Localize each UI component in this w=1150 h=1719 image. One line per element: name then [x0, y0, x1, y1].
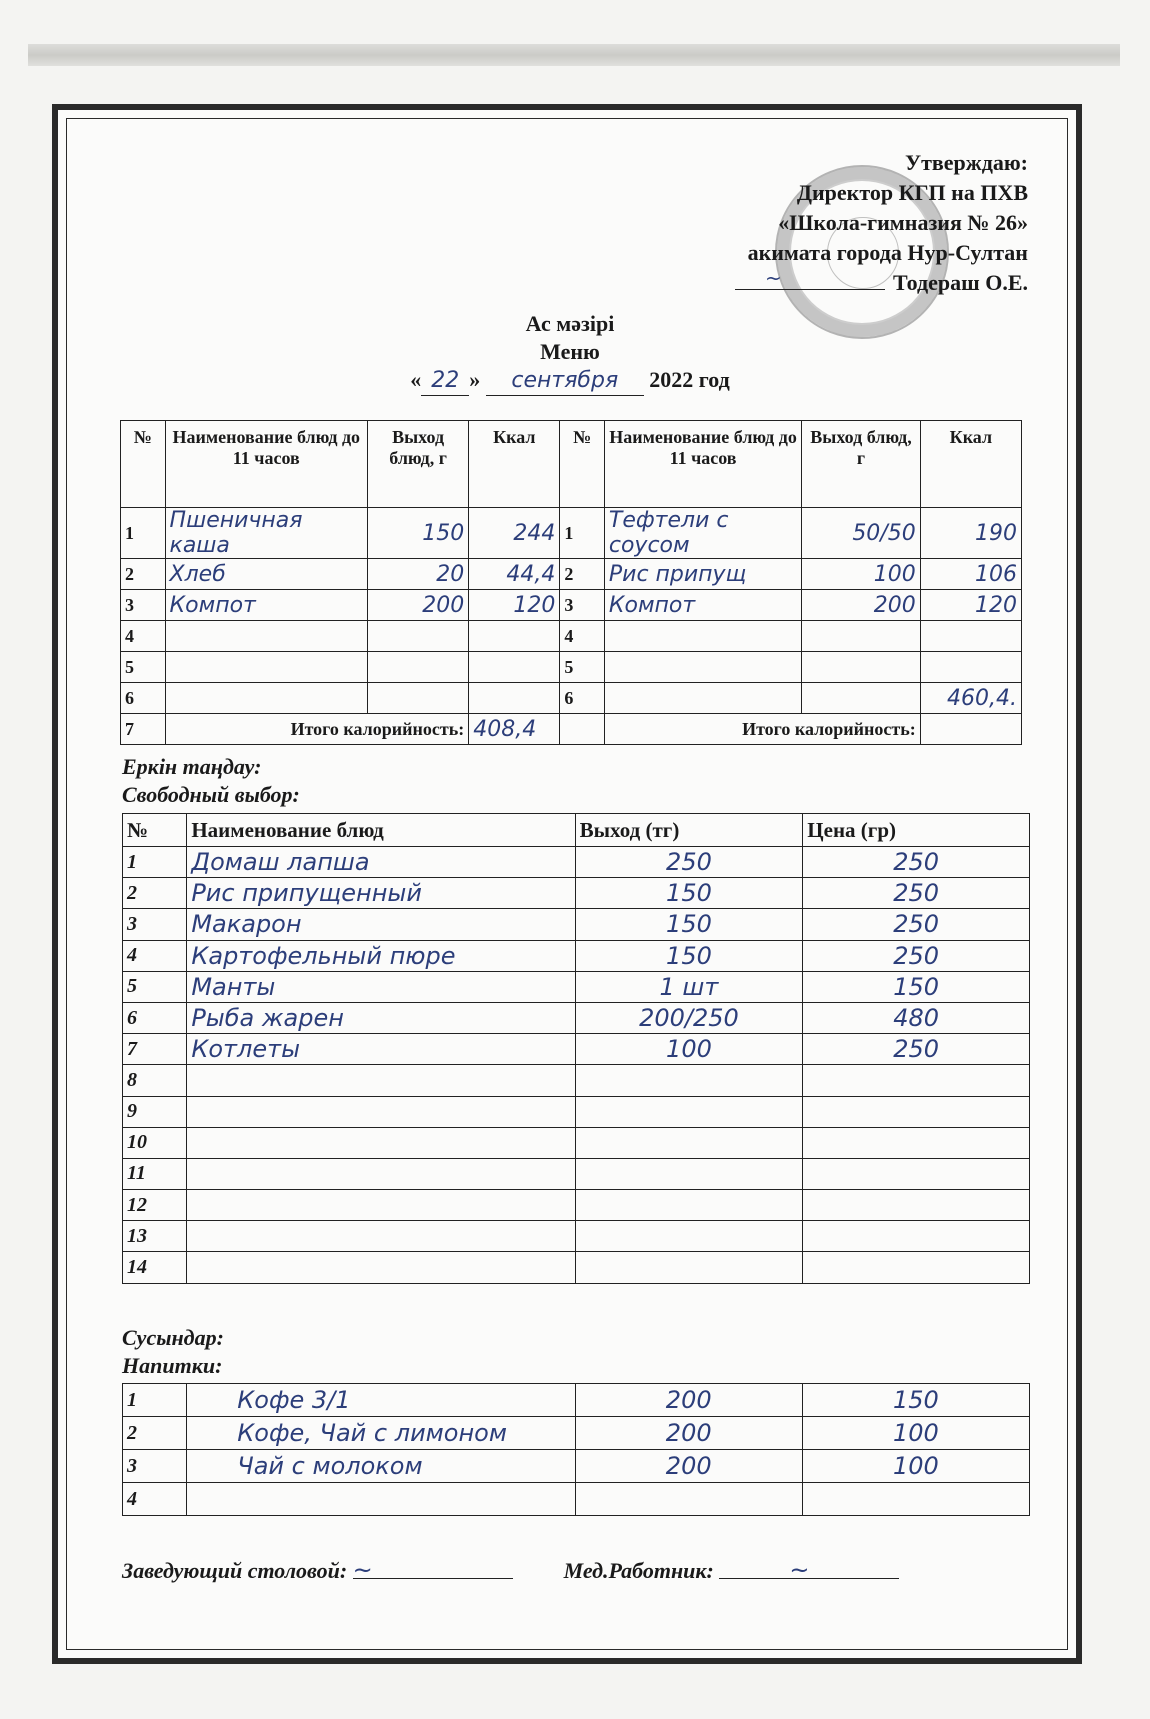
- dish-name: Картофельный пюре: [187, 940, 575, 971]
- canteen-head-label: Заведующий столовой:: [122, 1558, 348, 1583]
- free-choice-label-kz: Еркін таңдау:: [122, 754, 262, 779]
- row-number: 2: [121, 559, 166, 590]
- row-number: 14: [123, 1252, 187, 1283]
- dish-price: 250: [803, 940, 1030, 971]
- approval-block: [735, 148, 1028, 298]
- row-number: 3: [121, 590, 166, 621]
- dish-output: 100: [575, 1034, 803, 1065]
- table-row: [123, 1127, 1030, 1158]
- dish-kcal: 460,4.: [920, 683, 1021, 714]
- dish-price: [803, 1096, 1030, 1127]
- drink-output: 200: [575, 1417, 802, 1450]
- dish-output: 150: [575, 878, 803, 909]
- row-number: 4: [121, 621, 166, 652]
- row-number: 6: [560, 683, 605, 714]
- header-cell: Наименование блюд до 11 часов: [604, 421, 801, 508]
- row-number: 2: [123, 1417, 187, 1450]
- dish-kcal: 44,4: [469, 559, 560, 590]
- dish-output: [575, 1158, 803, 1189]
- row-number: 2: [560, 559, 605, 590]
- dish-kcal: [469, 621, 560, 652]
- dish-price: 250: [803, 878, 1030, 909]
- main-menu-table: [120, 420, 1022, 745]
- row-number: 4: [560, 621, 605, 652]
- dish-name: Макарон: [187, 909, 575, 940]
- drink-name: Кофе, Чай с лимоном: [187, 1417, 575, 1450]
- approval-signature-row: [735, 268, 1028, 298]
- table-row: [121, 590, 1022, 621]
- dish-output: [802, 683, 920, 714]
- header-cell: Выход блюд, г: [368, 421, 469, 508]
- dish-output: 150: [575, 909, 803, 940]
- dish-price: [803, 1190, 1030, 1221]
- table-row: [121, 621, 1022, 652]
- header-cell: Выход (тг): [575, 814, 803, 847]
- drink-output: 200: [575, 1384, 802, 1417]
- dish-name: [604, 652, 801, 683]
- table-row: [123, 940, 1030, 971]
- approval-line-4: акимата города Нур-Султан: [747, 240, 1028, 265]
- drink-price: 100: [802, 1417, 1029, 1450]
- header-cell: Выход блюд, г: [802, 421, 920, 508]
- dish-output: 50/50: [802, 508, 920, 559]
- row-number: 1: [123, 847, 187, 878]
- dish-kcal: 244: [469, 508, 560, 559]
- drinks-heading: [122, 1324, 224, 1380]
- dish-price: 480: [803, 1002, 1030, 1033]
- drinks-label-ru: Напитки:: [122, 1353, 223, 1378]
- table-row: [123, 1417, 1030, 1450]
- dish-output: [575, 1127, 803, 1158]
- total-label: Итого калорийность:: [165, 714, 469, 745]
- dish-name: [604, 621, 801, 652]
- medic-signature: ~: [719, 1556, 899, 1579]
- header-cell: Ккал: [469, 421, 560, 508]
- free-choice-heading: [122, 753, 300, 809]
- total-label: Итого калорийность:: [604, 714, 920, 745]
- title-ru: Меню: [540, 339, 600, 364]
- drink-price: 100: [802, 1450, 1029, 1483]
- drink-name: Кофе 3/1: [187, 1384, 575, 1417]
- row-number: 10: [123, 1127, 187, 1158]
- approval-line-1: Утверждаю:: [904, 150, 1028, 175]
- dish-output: [802, 652, 920, 683]
- row-number: 6: [123, 1002, 187, 1033]
- dish-kcal: 106: [920, 559, 1021, 590]
- dish-name: Хлеб: [165, 559, 367, 590]
- dish-name: Рис припущенный: [187, 878, 575, 909]
- total-row: [121, 714, 1022, 745]
- medic-label: Мед.Работник:: [563, 1558, 714, 1583]
- dish-output: [368, 652, 469, 683]
- drink-output: 200: [575, 1450, 802, 1483]
- table-row: [123, 909, 1030, 940]
- dish-name: [165, 652, 367, 683]
- row-number: 7: [121, 714, 166, 745]
- dish-kcal: 190: [920, 508, 1021, 559]
- dish-name: [187, 1252, 575, 1283]
- row-number: 12: [123, 1190, 187, 1221]
- dish-name: [165, 621, 367, 652]
- dish-name: Тефтели с соусом: [604, 508, 801, 559]
- header-cell: Ккал: [920, 421, 1021, 508]
- table-row: [121, 508, 1022, 559]
- dish-price: 250: [803, 909, 1030, 940]
- row-number: 3: [123, 909, 187, 940]
- dish-price: [803, 1221, 1030, 1252]
- header-cell: Цена (гр): [803, 814, 1030, 847]
- dish-name: Котлеты: [187, 1034, 575, 1065]
- dish-name: [187, 1221, 575, 1252]
- dish-output: [575, 1221, 803, 1252]
- row-number: 9: [123, 1096, 187, 1127]
- scan-top-band: [28, 44, 1120, 66]
- dish-output: [575, 1065, 803, 1096]
- dish-price: 250: [803, 847, 1030, 878]
- dish-kcal: [920, 652, 1021, 683]
- dish-output: 100: [802, 559, 920, 590]
- date-month: сентября: [486, 367, 644, 396]
- dish-name: [187, 1096, 575, 1127]
- dish-name: Рис припущ: [604, 559, 801, 590]
- main-menu-header: [121, 421, 1022, 508]
- free-choice-table: [122, 813, 1030, 1284]
- dish-price: 150: [803, 971, 1030, 1002]
- dish-name: [187, 1190, 575, 1221]
- dish-output: 150: [368, 508, 469, 559]
- dish-name: Пшеничная каша: [165, 508, 367, 559]
- row-number: 8: [123, 1065, 187, 1096]
- dish-output: 200/250: [575, 1002, 803, 1033]
- dish-price: [803, 1252, 1030, 1283]
- row-number: 3: [123, 1450, 187, 1483]
- date-year: 2022 год: [649, 367, 730, 392]
- drink-price: [802, 1483, 1029, 1516]
- table-row: [123, 1065, 1030, 1096]
- row-number: 5: [560, 652, 605, 683]
- row-number: 13: [123, 1221, 187, 1252]
- title-kz: Ас мәзірі: [525, 311, 615, 336]
- row-number: 3: [560, 590, 605, 621]
- dish-output: [575, 1190, 803, 1221]
- approval-line-3: «Школа-гимназия № 26»: [778, 210, 1028, 235]
- dish-name: Рыба жарен: [187, 1002, 575, 1033]
- table-row: [123, 1384, 1030, 1417]
- dish-name: Домаш лапша: [187, 847, 575, 878]
- drink-output: [575, 1483, 802, 1516]
- row-number: 2: [123, 878, 187, 909]
- dish-output: [802, 621, 920, 652]
- table-row: [123, 1190, 1030, 1221]
- empty-cell: [920, 714, 1021, 745]
- dish-name: [187, 1065, 575, 1096]
- dish-price: [803, 1158, 1030, 1189]
- row-number: 1: [121, 508, 166, 559]
- dish-kcal: [469, 652, 560, 683]
- dish-output: 1 шт: [575, 971, 803, 1002]
- row-number: 7: [123, 1034, 187, 1065]
- dish-output: [575, 1252, 803, 1283]
- header-cell: Наименование блюд: [187, 814, 575, 847]
- dish-output: 200: [368, 590, 469, 621]
- header-cell: №: [123, 814, 187, 847]
- date-day: 22: [421, 367, 469, 396]
- drinks-label-kz: Сусындар:: [122, 1325, 224, 1350]
- table-row: [123, 971, 1030, 1002]
- dish-output: 250: [575, 847, 803, 878]
- director-signature: ~: [735, 269, 885, 290]
- dish-name: Компот: [604, 590, 801, 621]
- dish-price: 250: [803, 1034, 1030, 1065]
- drink-name: [187, 1483, 575, 1516]
- row-number: 5: [121, 652, 166, 683]
- table-row: [123, 1158, 1030, 1189]
- free-choice-label-ru: Свободный выбор:: [122, 782, 300, 807]
- table-row: [123, 1002, 1030, 1033]
- canteen-head-signature: ~: [353, 1556, 513, 1579]
- table-row: [123, 878, 1030, 909]
- dish-name: [187, 1127, 575, 1158]
- menu-title: [340, 310, 800, 396]
- dish-name: [604, 683, 801, 714]
- dish-name: [187, 1158, 575, 1189]
- table-row: [123, 847, 1030, 878]
- table-row: [123, 1096, 1030, 1127]
- header-cell: Наименование блюд до 11 часов: [165, 421, 367, 508]
- dish-kcal: [920, 621, 1021, 652]
- dish-output: [368, 621, 469, 652]
- dish-kcal: 120: [469, 590, 560, 621]
- table-row: [123, 1450, 1030, 1483]
- drink-price: 150: [802, 1384, 1029, 1417]
- table-row: [121, 683, 1022, 714]
- drinks-table: [122, 1383, 1030, 1516]
- free-choice-header: [123, 814, 1030, 847]
- table-row: [123, 1252, 1030, 1283]
- header-cell: №: [560, 421, 605, 508]
- row-number: 4: [123, 940, 187, 971]
- dish-output: [368, 683, 469, 714]
- dish-output: 200: [802, 590, 920, 621]
- drink-name: Чай с молоком: [187, 1450, 575, 1483]
- dish-name: Компот: [165, 590, 367, 621]
- table-row: [123, 1034, 1030, 1065]
- signature-footer: [122, 1556, 899, 1584]
- header-cell: №: [121, 421, 166, 508]
- director-name: Тодераш О.Е.: [892, 270, 1028, 295]
- dish-kcal: [469, 683, 560, 714]
- dish-output: 150: [575, 940, 803, 971]
- dish-name: [165, 683, 367, 714]
- table-row: [121, 559, 1022, 590]
- empty-cell: [560, 714, 605, 745]
- menu-date: « 22 » сентября 2022 год: [340, 366, 800, 396]
- dish-kcal: 120: [920, 590, 1021, 621]
- dish-price: [803, 1065, 1030, 1096]
- row-number: 4: [123, 1483, 187, 1516]
- dish-output: [575, 1096, 803, 1127]
- row-number: 5: [123, 971, 187, 1002]
- table-row: [123, 1483, 1030, 1516]
- dish-output: 20: [368, 559, 469, 590]
- total-kcal: 408,4: [469, 714, 560, 745]
- row-number: 1: [123, 1384, 187, 1417]
- dish-price: [803, 1127, 1030, 1158]
- table-row: [123, 1221, 1030, 1252]
- table-row: [121, 652, 1022, 683]
- row-number: 11: [123, 1158, 187, 1189]
- dish-name: Манты: [187, 971, 575, 1002]
- row-number: 1: [560, 508, 605, 559]
- approval-line-2: Директор КГП на ПХВ: [796, 180, 1028, 205]
- row-number: 6: [121, 683, 166, 714]
